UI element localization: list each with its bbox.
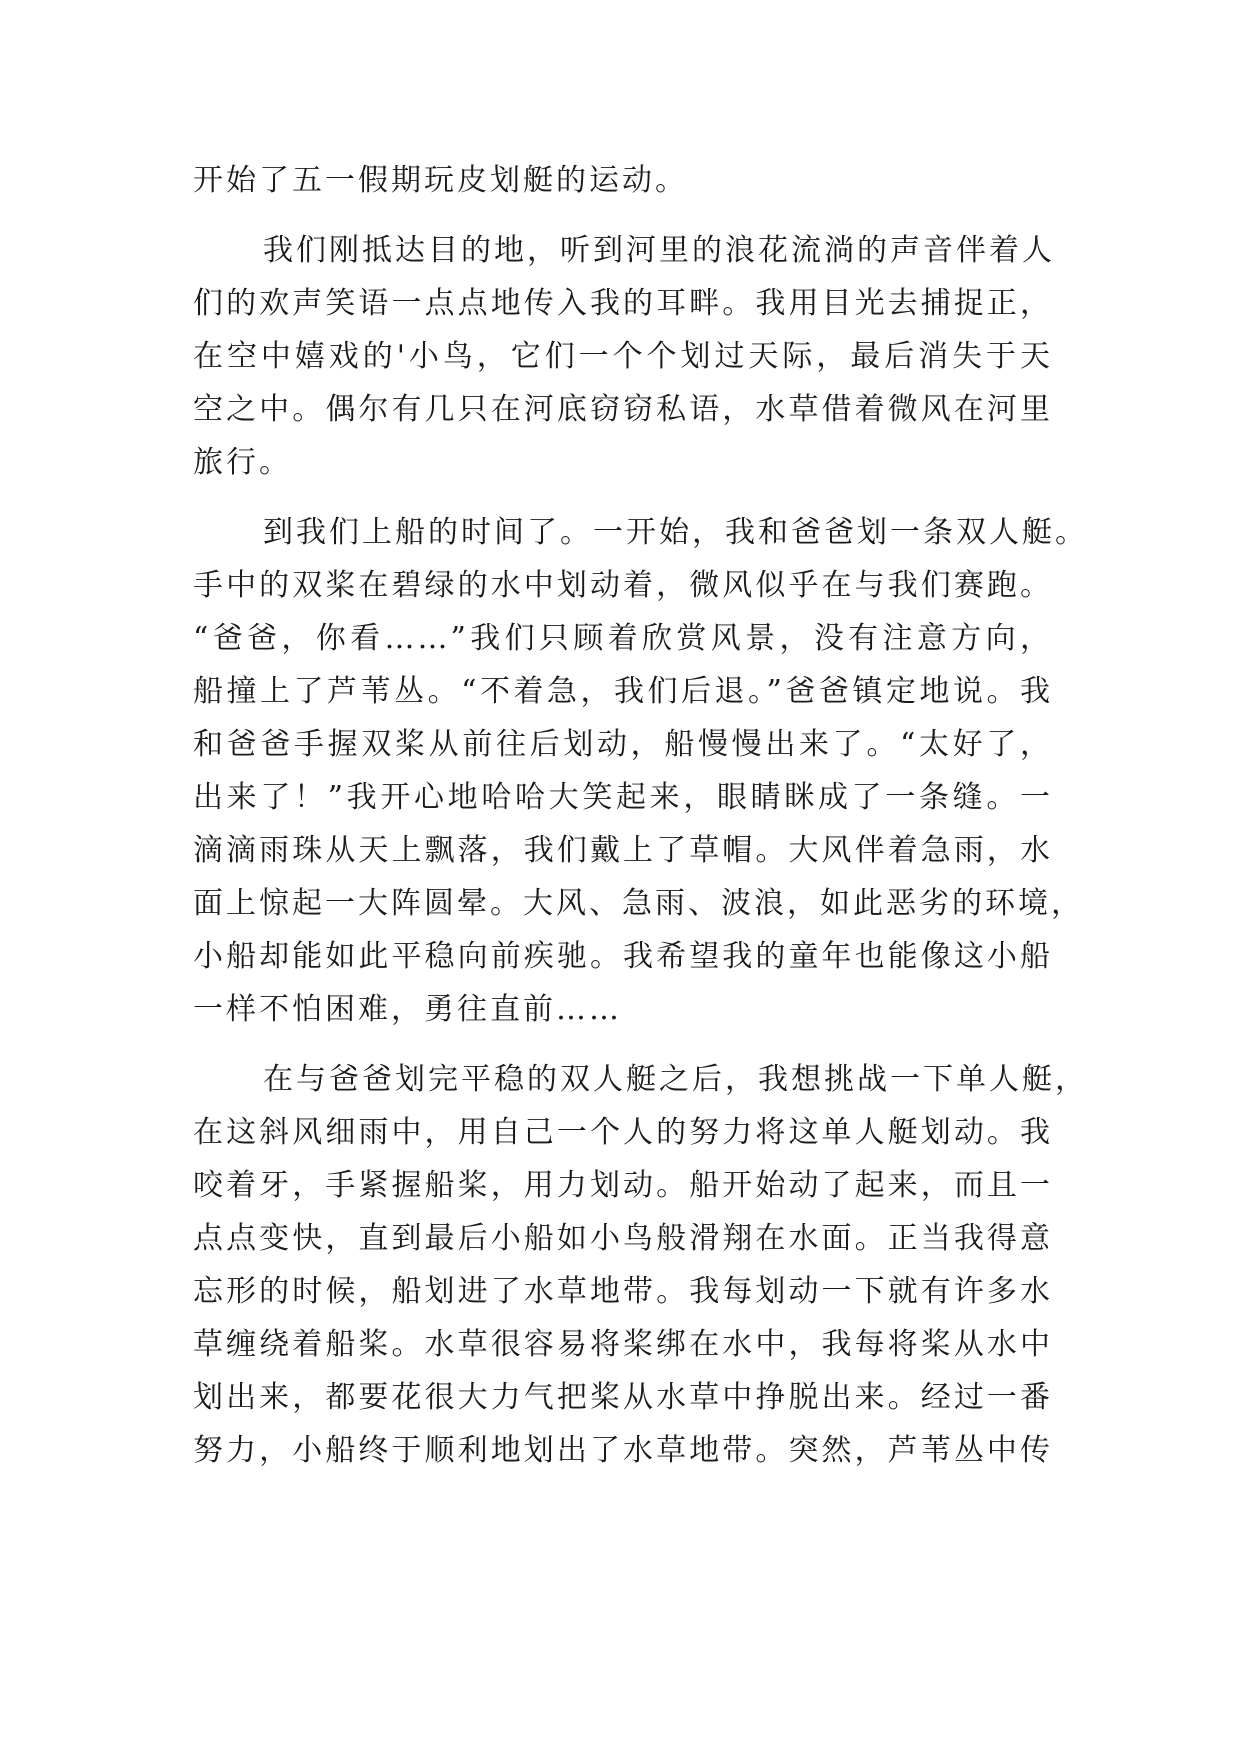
text-line: 滴滴雨珠从天上飘落，我们戴上了草帽。大风伴着急雨，水 xyxy=(193,833,1053,868)
paragraph xyxy=(193,506,1088,1036)
text-line: “爸爸，你看……”我们只顾着欣赏风景，没有注意方向， xyxy=(193,621,1053,656)
paragraph xyxy=(193,1053,1088,1477)
text-line: 手中的双桨在碧绿的水中划动着，微风似乎在与我们赛跑。 xyxy=(193,568,1053,603)
text-line: 在与爸爸划完平稳的双人艇之后，我想挑战一下单人艇， xyxy=(263,1062,1088,1097)
text-line: 们的欢声笑语一点点地传入我的耳畔。我用目光去捕捉正， xyxy=(193,286,1053,321)
article-body xyxy=(193,154,1088,1477)
text-line: 船撞上了芦苇丛。“不着急，我们后退。”爸爸镇定地说。我 xyxy=(193,674,1053,709)
text-line: 草缠绕着船桨。水草很容易将桨绑在水中，我每将桨从水中 xyxy=(193,1327,1053,1362)
text-line: 忘形的时候，船划进了水草地带。我每划动一下就有许多水 xyxy=(193,1274,1053,1309)
text-line: 点点变快，直到最后小船如小鸟般滑翔在水面。正当我得意 xyxy=(193,1221,1053,1256)
text-line: 咬着牙，手紧握船桨，用力划动。船开始动了起来，而且一 xyxy=(193,1168,1053,1203)
text-line: 和爸爸手握双桨从前往后划动，船慢慢出来了。“太好了， xyxy=(193,727,1053,762)
text-line: 我们刚抵达目的地，听到河里的浪花流淌的声音伴着人 xyxy=(263,233,1055,268)
text-line: 在这斜风细雨中，用自己一个人的努力将这单人艇划动。我 xyxy=(193,1115,1053,1150)
text-line: 在空中嬉戏的'小鸟，它们一个个划过天际，最后消失于天 xyxy=(193,339,1053,374)
text-line: 到我们上船的时间了。一开始，我和爸爸划一条双人艇。 xyxy=(263,515,1088,550)
text-line: 一样不怕困难，勇往直前…… xyxy=(193,992,622,1027)
text-line: 出来了！”我开心地哈哈大笑起来，眼睛眯成了一条缝。一 xyxy=(193,780,1053,815)
text-line: 旅行。 xyxy=(193,445,292,480)
text-line: 小船却能如此平稳向前疾驰。我希望我的童年也能像这小船 xyxy=(193,939,1053,974)
text-line: 划出来，都要花很大力气把桨从水草中挣脱出来。经过一番 xyxy=(193,1380,1053,1415)
text-line: 开始了五一假期玩皮划艇的运动。 xyxy=(193,163,688,198)
text-line: 空之中。偶尔有几只在河底窃窃私语，水草借着微风在河里 xyxy=(193,392,1053,427)
text-line: 面上惊起一大阵圆晕。大风、急雨、波浪，如此恶劣的环境， xyxy=(193,886,1084,921)
paragraph xyxy=(193,154,1053,207)
text-line: 努力，小船终于顺利地划出了水草地带。突然，芦苇丛中传 xyxy=(193,1433,1053,1468)
paragraph xyxy=(193,224,1053,489)
